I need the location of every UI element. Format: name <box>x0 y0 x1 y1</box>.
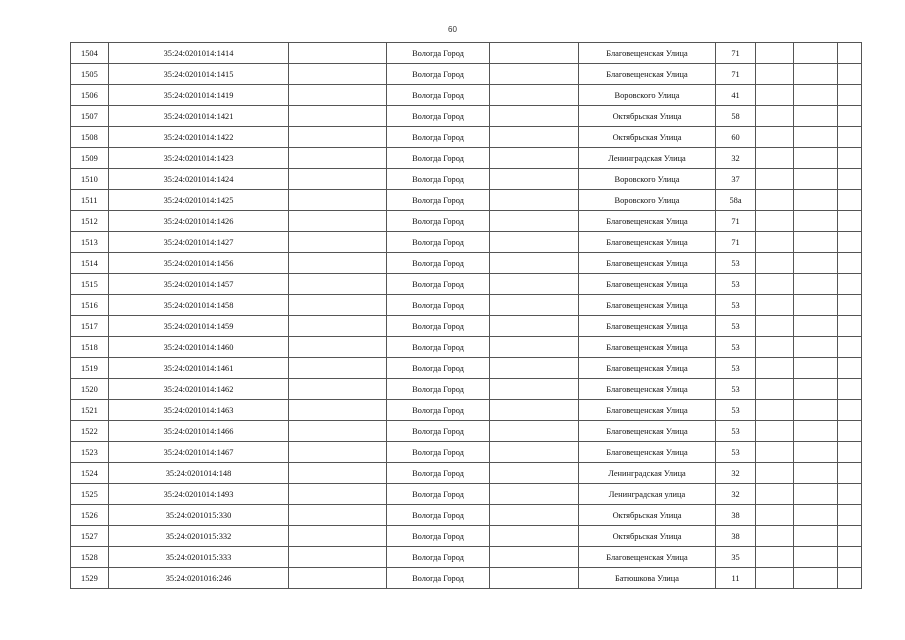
table-row <box>71 295 862 316</box>
cadastral-number-cell: 35:24:0201014:1463 <box>109 400 289 421</box>
empty-cell <box>490 442 579 463</box>
table-row <box>71 484 862 505</box>
empty-cell <box>756 358 794 379</box>
row-number-cell: 1529 <box>71 568 109 589</box>
table-row <box>71 421 862 442</box>
street-cell: Октябрьская Улица <box>579 526 716 547</box>
empty-cell <box>794 421 838 442</box>
cadastral-number-cell: 35:24:0201014:1427 <box>109 232 289 253</box>
empty-cell <box>794 547 838 568</box>
empty-cell <box>289 106 387 127</box>
empty-cell <box>838 43 862 64</box>
empty-cell <box>490 211 579 232</box>
city-cell: Вологда Город <box>387 295 490 316</box>
empty-cell <box>490 64 579 85</box>
empty-cell <box>756 337 794 358</box>
empty-cell <box>490 190 579 211</box>
empty-cell <box>289 421 387 442</box>
house-number-cell: 53 <box>716 295 756 316</box>
table-row <box>71 526 862 547</box>
empty-cell <box>838 169 862 190</box>
empty-cell <box>490 484 579 505</box>
table-row <box>71 169 862 190</box>
street-cell: Благовещенская Улица <box>579 211 716 232</box>
empty-cell <box>794 253 838 274</box>
empty-cell <box>838 505 862 526</box>
empty-cell <box>794 64 838 85</box>
house-number-cell: 37 <box>716 169 756 190</box>
house-number-cell: 71 <box>716 43 756 64</box>
row-number-cell: 1505 <box>71 64 109 85</box>
empty-cell <box>838 526 862 547</box>
empty-cell <box>794 337 838 358</box>
cadastral-number-cell: 35:24:0201014:1424 <box>109 169 289 190</box>
house-number-cell: 53 <box>716 337 756 358</box>
street-cell: Благовещенская Улица <box>579 295 716 316</box>
house-number-cell: 71 <box>716 211 756 232</box>
city-cell: Вологда Город <box>387 148 490 169</box>
cadastral-number-cell: 35:24:0201016:246 <box>109 568 289 589</box>
empty-cell <box>756 295 794 316</box>
empty-cell <box>756 85 794 106</box>
street-cell: Благовещенская Улица <box>579 379 716 400</box>
cadastral-number-cell: 35:24:0201014:1423 <box>109 148 289 169</box>
empty-cell <box>794 526 838 547</box>
street-cell: Воровского Улица <box>579 85 716 106</box>
empty-cell <box>794 484 838 505</box>
row-number-cell: 1521 <box>71 400 109 421</box>
city-cell: Вологда Город <box>387 232 490 253</box>
cadastral-number-cell: 35:24:0201014:1425 <box>109 190 289 211</box>
empty-cell <box>289 547 387 568</box>
table-row <box>71 127 862 148</box>
street-cell: Благовещенская Улица <box>579 253 716 274</box>
registry-table-body <box>71 43 862 589</box>
empty-cell <box>490 526 579 547</box>
empty-cell <box>490 421 579 442</box>
table-row <box>71 379 862 400</box>
empty-cell <box>756 442 794 463</box>
empty-cell <box>490 127 579 148</box>
cadastral-number-cell: 35:24:0201014:1414 <box>109 43 289 64</box>
row-number-cell: 1513 <box>71 232 109 253</box>
empty-cell <box>838 253 862 274</box>
empty-cell <box>756 127 794 148</box>
empty-cell <box>838 547 862 568</box>
street-cell: Благовещенская Улица <box>579 274 716 295</box>
house-number-cell: 71 <box>716 64 756 85</box>
street-cell: Благовещенская Улица <box>579 358 716 379</box>
empty-cell <box>289 190 387 211</box>
house-number-cell: 53 <box>716 421 756 442</box>
city-cell: Вологда Город <box>387 337 490 358</box>
empty-cell <box>794 400 838 421</box>
empty-cell <box>838 274 862 295</box>
empty-cell <box>490 274 579 295</box>
cadastral-number-cell: 35:24:0201015:330 <box>109 505 289 526</box>
row-number-cell: 1517 <box>71 316 109 337</box>
registry-table <box>70 42 862 589</box>
empty-cell <box>794 106 838 127</box>
cadastral-number-cell: 35:24:0201014:148 <box>109 463 289 484</box>
city-cell: Вологда Город <box>387 400 490 421</box>
empty-cell <box>838 421 862 442</box>
empty-cell <box>490 85 579 106</box>
house-number-cell: 53 <box>716 400 756 421</box>
empty-cell <box>794 127 838 148</box>
table-row <box>71 148 862 169</box>
empty-cell <box>838 127 862 148</box>
house-number-cell: 53 <box>716 253 756 274</box>
table-row <box>71 190 862 211</box>
empty-cell <box>794 190 838 211</box>
row-number-cell: 1509 <box>71 148 109 169</box>
empty-cell <box>289 211 387 232</box>
empty-cell <box>289 43 387 64</box>
empty-cell <box>289 442 387 463</box>
empty-cell <box>490 253 579 274</box>
empty-cell <box>756 169 794 190</box>
empty-cell <box>794 211 838 232</box>
row-number-cell: 1516 <box>71 295 109 316</box>
street-cell: Благовещенская Улица <box>579 64 716 85</box>
street-cell: Благовещенская Улица <box>579 337 716 358</box>
empty-cell <box>838 568 862 589</box>
empty-cell <box>756 211 794 232</box>
street-cell: Октябрьская Улица <box>579 106 716 127</box>
empty-cell <box>490 232 579 253</box>
row-number-cell: 1526 <box>71 505 109 526</box>
empty-cell <box>289 505 387 526</box>
row-number-cell: 1515 <box>71 274 109 295</box>
street-cell: Благовещенская Улица <box>579 400 716 421</box>
empty-cell <box>289 127 387 148</box>
table-row <box>71 253 862 274</box>
city-cell: Вологда Город <box>387 169 490 190</box>
empty-cell <box>794 148 838 169</box>
empty-cell <box>756 505 794 526</box>
street-cell: Воровского Улица <box>579 169 716 190</box>
cadastral-number-cell: 35:24:0201014:1459 <box>109 316 289 337</box>
cadastral-number-cell: 35:24:0201014:1467 <box>109 442 289 463</box>
cadastral-number-cell: 35:24:0201014:1458 <box>109 295 289 316</box>
empty-cell <box>838 106 862 127</box>
empty-cell <box>756 253 794 274</box>
empty-cell <box>490 568 579 589</box>
table-row <box>71 274 862 295</box>
table-row <box>71 442 862 463</box>
house-number-cell: 53 <box>716 358 756 379</box>
empty-cell <box>289 253 387 274</box>
house-number-cell: 53 <box>716 274 756 295</box>
empty-cell <box>289 148 387 169</box>
city-cell: Вологда Город <box>387 568 490 589</box>
row-number-cell: 1510 <box>71 169 109 190</box>
empty-cell <box>289 379 387 400</box>
cadastral-number-cell: 35:24:0201014:1466 <box>109 421 289 442</box>
empty-cell <box>289 568 387 589</box>
empty-cell <box>756 526 794 547</box>
table-row <box>71 337 862 358</box>
empty-cell <box>756 379 794 400</box>
empty-cell <box>794 358 838 379</box>
empty-cell <box>289 232 387 253</box>
row-number-cell: 1524 <box>71 463 109 484</box>
street-cell: Благовещенская Улица <box>579 232 716 253</box>
table-row <box>71 358 862 379</box>
empty-cell <box>794 169 838 190</box>
empty-cell <box>289 400 387 421</box>
city-cell: Вологда Город <box>387 190 490 211</box>
street-cell: Октябрьская Улица <box>579 127 716 148</box>
empty-cell <box>756 484 794 505</box>
row-number-cell: 1522 <box>71 421 109 442</box>
empty-cell <box>838 358 862 379</box>
row-number-cell: 1518 <box>71 337 109 358</box>
house-number-cell: 32 <box>716 148 756 169</box>
empty-cell <box>289 64 387 85</box>
city-cell: Вологда Город <box>387 64 490 85</box>
table-row <box>71 547 862 568</box>
street-cell: Ленинградская Улица <box>579 148 716 169</box>
empty-cell <box>838 316 862 337</box>
street-cell: Благовещенская Улица <box>579 442 716 463</box>
row-number-cell: 1506 <box>71 85 109 106</box>
empty-cell <box>490 43 579 64</box>
city-cell: Вологда Город <box>387 127 490 148</box>
table-row <box>71 106 862 127</box>
empty-cell <box>289 337 387 358</box>
row-number-cell: 1525 <box>71 484 109 505</box>
empty-cell <box>490 505 579 526</box>
city-cell: Вологда Город <box>387 442 490 463</box>
empty-cell <box>490 106 579 127</box>
city-cell: Вологда Город <box>387 379 490 400</box>
empty-cell <box>490 379 579 400</box>
city-cell: Вологда Город <box>387 526 490 547</box>
empty-cell <box>838 232 862 253</box>
street-cell: Воровского Улица <box>579 190 716 211</box>
city-cell: Вологда Город <box>387 421 490 442</box>
table-row <box>71 463 862 484</box>
row-number-cell: 1504 <box>71 43 109 64</box>
empty-cell <box>490 547 579 568</box>
cadastral-number-cell: 35:24:0201014:1421 <box>109 106 289 127</box>
table-row <box>71 505 862 526</box>
empty-cell <box>756 148 794 169</box>
city-cell: Вологда Город <box>387 463 490 484</box>
page-number: 60 <box>448 25 457 34</box>
empty-cell <box>794 442 838 463</box>
street-cell: Благовещенская Улица <box>579 421 716 442</box>
empty-cell <box>490 295 579 316</box>
empty-cell <box>490 358 579 379</box>
empty-cell <box>838 190 862 211</box>
house-number-cell: 38 <box>716 526 756 547</box>
empty-cell <box>794 505 838 526</box>
empty-cell <box>838 148 862 169</box>
table-row <box>71 316 862 337</box>
empty-cell <box>838 211 862 232</box>
city-cell: Вологда Город <box>387 358 490 379</box>
empty-cell <box>756 568 794 589</box>
house-number-cell: 41 <box>716 85 756 106</box>
empty-cell <box>289 463 387 484</box>
row-number-cell: 1523 <box>71 442 109 463</box>
empty-cell <box>289 169 387 190</box>
empty-cell <box>289 484 387 505</box>
empty-cell <box>794 85 838 106</box>
empty-cell <box>490 169 579 190</box>
city-cell: Вологда Город <box>387 253 490 274</box>
table-row <box>71 43 862 64</box>
table-row <box>71 232 862 253</box>
empty-cell <box>794 43 838 64</box>
cadastral-number-cell: 35:24:0201014:1457 <box>109 274 289 295</box>
house-number-cell: 71 <box>716 232 756 253</box>
city-cell: Вологда Город <box>387 274 490 295</box>
table-row <box>71 64 862 85</box>
row-number-cell: 1519 <box>71 358 109 379</box>
empty-cell <box>490 463 579 484</box>
empty-cell <box>794 463 838 484</box>
street-cell: Благовещенская Улица <box>579 316 716 337</box>
empty-cell <box>838 484 862 505</box>
cadastral-number-cell: 35:24:0201014:1419 <box>109 85 289 106</box>
city-cell: Вологда Город <box>387 316 490 337</box>
city-cell: Вологда Город <box>387 484 490 505</box>
cadastral-number-cell: 35:24:0201015:332 <box>109 526 289 547</box>
cadastral-number-cell: 35:24:0201014:1462 <box>109 379 289 400</box>
empty-cell <box>756 547 794 568</box>
row-number-cell: 1520 <box>71 379 109 400</box>
cadastral-number-cell: 35:24:0201014:1460 <box>109 337 289 358</box>
empty-cell <box>490 400 579 421</box>
street-cell: Октябрьская Улица <box>579 505 716 526</box>
city-cell: Вологда Город <box>387 211 490 232</box>
city-cell: Вологда Город <box>387 547 490 568</box>
cadastral-number-cell: 35:24:0201014:1456 <box>109 253 289 274</box>
empty-cell <box>756 64 794 85</box>
row-number-cell: 1507 <box>71 106 109 127</box>
city-cell: Вологда Город <box>387 106 490 127</box>
cadastral-number-cell: 35:24:0201014:1422 <box>109 127 289 148</box>
empty-cell <box>289 274 387 295</box>
empty-cell <box>838 379 862 400</box>
empty-cell <box>756 316 794 337</box>
row-number-cell: 1514 <box>71 253 109 274</box>
table-row <box>71 211 862 232</box>
empty-cell <box>794 232 838 253</box>
house-number-cell: 35 <box>716 547 756 568</box>
row-number-cell: 1527 <box>71 526 109 547</box>
house-number-cell: 32 <box>716 463 756 484</box>
empty-cell <box>756 43 794 64</box>
empty-cell <box>289 295 387 316</box>
city-cell: Вологда Город <box>387 43 490 64</box>
cadastral-number-cell: 35:24:0201014:1461 <box>109 358 289 379</box>
empty-cell <box>838 337 862 358</box>
empty-cell <box>490 337 579 358</box>
empty-cell <box>794 274 838 295</box>
row-number-cell: 1511 <box>71 190 109 211</box>
row-number-cell: 1512 <box>71 211 109 232</box>
row-number-cell: 1508 <box>71 127 109 148</box>
empty-cell <box>756 400 794 421</box>
empty-cell <box>794 295 838 316</box>
house-number-cell: 11 <box>716 568 756 589</box>
empty-cell <box>289 526 387 547</box>
house-number-cell: 60 <box>716 127 756 148</box>
house-number-cell: 53 <box>716 316 756 337</box>
street-cell: Ленинградская Улица <box>579 463 716 484</box>
empty-cell <box>756 232 794 253</box>
table-row <box>71 568 862 589</box>
cadastral-number-cell: 35:24:0201015:333 <box>109 547 289 568</box>
empty-cell <box>838 64 862 85</box>
empty-cell <box>838 85 862 106</box>
city-cell: Вологда Город <box>387 85 490 106</box>
empty-cell <box>289 85 387 106</box>
empty-cell <box>756 421 794 442</box>
empty-cell <box>838 442 862 463</box>
cadastral-number-cell: 35:24:0201014:1415 <box>109 64 289 85</box>
empty-cell <box>490 148 579 169</box>
table-row <box>71 400 862 421</box>
house-number-cell: 53 <box>716 442 756 463</box>
empty-cell <box>794 379 838 400</box>
empty-cell <box>756 274 794 295</box>
empty-cell <box>838 463 862 484</box>
street-cell: Ленинградская улица <box>579 484 716 505</box>
empty-cell <box>794 316 838 337</box>
empty-cell <box>289 316 387 337</box>
empty-cell <box>756 190 794 211</box>
empty-cell <box>794 568 838 589</box>
house-number-cell: 38 <box>716 505 756 526</box>
row-number-cell: 1528 <box>71 547 109 568</box>
house-number-cell: 32 <box>716 484 756 505</box>
empty-cell <box>756 106 794 127</box>
cadastral-number-cell: 35:24:0201014:1426 <box>109 211 289 232</box>
empty-cell <box>756 463 794 484</box>
house-number-cell: 58 <box>716 106 756 127</box>
cadastral-number-cell: 35:24:0201014:1493 <box>109 484 289 505</box>
street-cell: Батюшкова Улица <box>579 568 716 589</box>
empty-cell <box>838 400 862 421</box>
empty-cell <box>490 316 579 337</box>
city-cell: Вологда Город <box>387 505 490 526</box>
empty-cell <box>838 295 862 316</box>
table-row <box>71 85 862 106</box>
street-cell: Благовещенская Улица <box>579 43 716 64</box>
empty-cell <box>289 358 387 379</box>
house-number-cell: 53 <box>716 379 756 400</box>
street-cell: Благовещенская Улица <box>579 547 716 568</box>
house-number-cell: 58а <box>716 190 756 211</box>
